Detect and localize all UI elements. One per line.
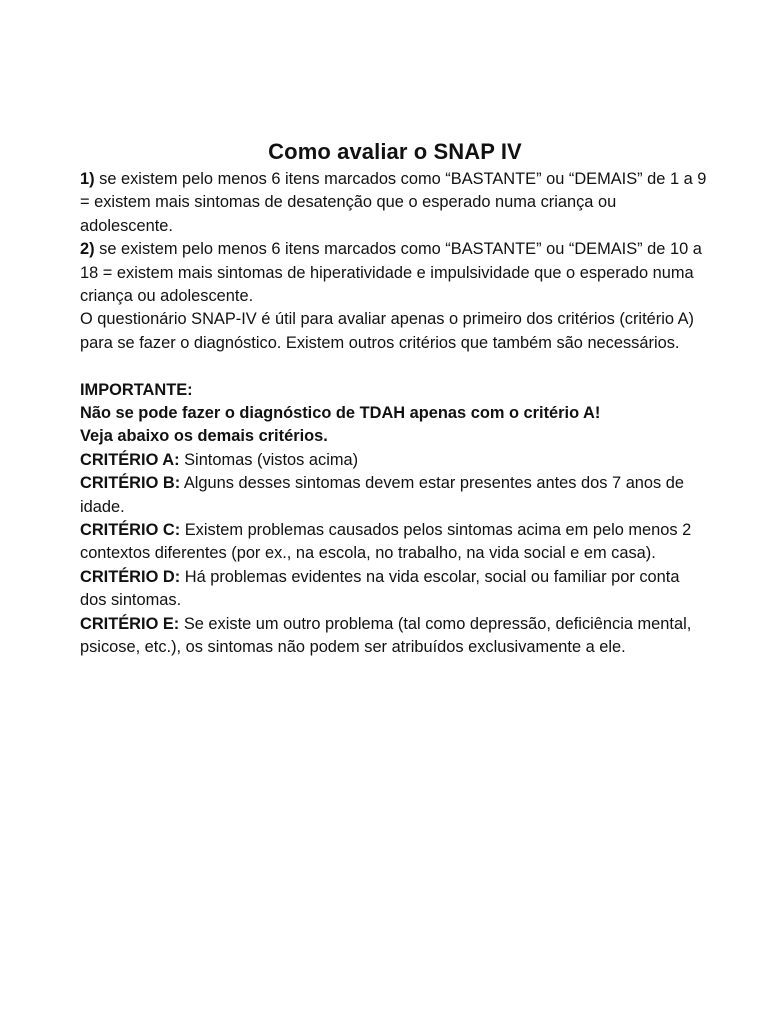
- rule-2: [80, 238, 710, 308]
- rule-2-number: 2): [80, 240, 95, 259]
- paragraph-spacer: [80, 355, 710, 378]
- criterion-a: [80, 449, 710, 472]
- important-heading: IMPORTANTE:: [80, 380, 193, 399]
- criterion-b-text: Alguns desses sintomas devem estar presentes antes dos 7 anos de idade.: [80, 474, 685, 516]
- rule-1-number: 1): [80, 170, 95, 188]
- important-line-1: Não se pode fazer o diagnóstico de TDAH apenas com o critério A!: [80, 404, 601, 423]
- criterion-e: [80, 613, 710, 660]
- criterion-c-text: Existem problemas causados pelos sintomas acima em pelo menos 2 contextos diferentes (por ex., na escola, no trabalho, na vida social e em casa).: [80, 521, 692, 563]
- criterion-a-text: Sintomas (vistos acima): [179, 450, 359, 469]
- rule-1: [80, 168, 710, 238]
- criterion-d-label: CRITÉRIO D:: [80, 567, 181, 586]
- page-title: Como avaliar o SNAP IV: [268, 139, 522, 164]
- rule-2-text: se existem pelo menos 6 itens marcados como “BASTANTE” ou “DEMAIS” de 10 a 18 = existem mais sintomas de hiperatividade e impulsividade que o esperado numa criança ou adolescente.: [80, 240, 702, 306]
- criterion-b-label: CRITÉRIO B:: [80, 474, 181, 493]
- criterion-b: [80, 472, 710, 519]
- criterion-c: [80, 519, 710, 566]
- criterion-c-label: CRITÉRIO C:: [80, 521, 181, 540]
- criterion-d-text: Há problemas evidentes na vida escolar, social ou familiar por conta dos sintomas.: [80, 567, 680, 610]
- important-line-2: Veja abaixo os demais critérios.: [80, 427, 328, 446]
- criterion-d: [80, 566, 710, 613]
- criterion-e-label: CRITÉRIO E:: [80, 614, 180, 633]
- document-page: [80, 136, 710, 660]
- criterion-e-text: Se existe um outro problema (tal como depressão, deficiência mental, psicose, etc.), os sintomas não podem ser atribuídos exclusivamente a ele.: [80, 614, 692, 657]
- rule-1-text: se existem pelo menos 6 itens marcados como “BASTANTE” ou “DEMAIS” de 1 a 9 = existem mais sintomas de desatenção que o esperado numa criança ou adolescente.: [80, 170, 707, 235]
- criterion-a-label: CRITÉRIO A:: [80, 450, 180, 469]
- snap-iv-note: O questionário SNAP-IV é útil para avaliar apenas o primeiro dos critérios (critério A) para se fazer o diagnóstico. Existem outros critérios que também são necessários.: [80, 310, 695, 352]
